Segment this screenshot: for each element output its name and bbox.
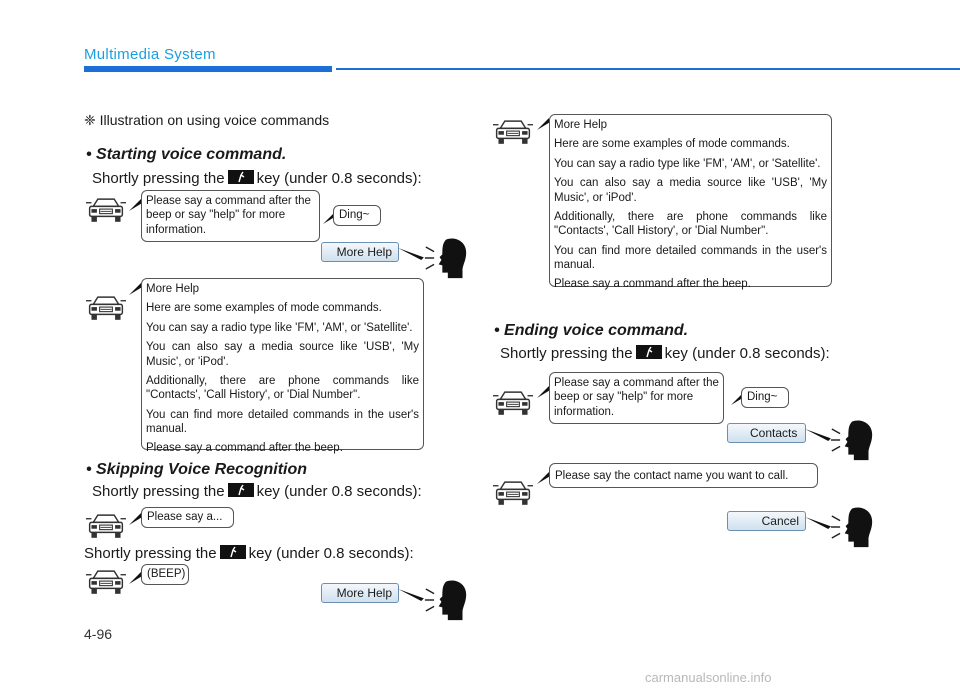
help-line: You can also say a media source like 'USB', 'My Music', or 'iPod'. [554,177,827,204]
press-post: key (under 0.8 seconds): [248,545,414,562]
prompt-bubble: Please say a command after the beep or say "help" for more information. [549,372,724,424]
skipping-press-text-2 [84,545,414,562]
car-icon [493,118,533,146]
car-icon [86,568,126,596]
speech-tail-icon [398,248,424,260]
help-line: You can find more detailed commands in the user's manual. [554,244,827,271]
watermark: carmanualsonline.info [645,670,772,685]
press-pre: Shortly pressing the [500,345,633,362]
help-bubble [141,278,424,455]
help-line: You can also say a media source like 'USB', 'My Music', or 'iPod'. [146,341,419,368]
car-icon [86,196,126,224]
help-line: You can say a radio type like 'FM', 'AM', or 'Satellite'. [146,321,413,334]
help-line: Here are some examples of mode commands. [554,138,790,151]
help-line: Here are some examples of mode commands. [146,302,382,315]
help-line: Additionally, there are phone commands like "Contacts', 'Call History', or 'Dial Number". [554,210,827,238]
help-line: More Help [554,119,608,131]
speaker-head-icon [830,418,874,462]
help-line: Please say a command after the beep. [554,278,751,291]
car-icon [493,479,533,507]
page-number: 4-96 [84,626,113,642]
ending-press-text [500,345,830,362]
illustration-caption: ❈ Illustration on using voice commands [84,112,330,128]
press-pre: Shortly pressing the [92,170,225,187]
press-post: key (under 0.8 seconds): [256,170,422,187]
user-command-more-help: More Help [321,583,399,603]
prompt-bubble-short: Please say a... [141,507,234,528]
header-rule-thin [336,68,960,70]
speech-tail-icon [805,429,831,441]
bubble-pointer-icon [731,395,741,405]
help-line: Please say a command after the beep. [146,442,343,455]
help-line: More Help [146,283,200,295]
voice-key-icon [228,483,254,497]
section-title: Multimedia System [84,46,216,63]
bubble-pointer-icon [537,386,549,398]
car-icon [493,389,533,417]
speaker-head-icon [830,505,874,549]
voice-key-icon [220,545,246,559]
help-bubble-right [549,114,832,291]
starting-press-text [92,170,422,187]
help-line: You can find more detailed commands in the user's manual. [146,408,419,435]
ding-bubble: Ding~ [333,205,381,226]
ending-heading: • Ending voice command. [494,322,689,339]
press-pre: Shortly pressing the [84,545,217,562]
press-pre: Shortly pressing the [92,483,225,500]
header-rule-thick [84,66,332,72]
bubble-pointer-icon [129,199,141,211]
bubble-pointer-icon [129,513,141,525]
starting-heading: • Starting voice command. [86,146,287,163]
bubble-pointer-icon [323,214,333,224]
beep-bubble: (BEEP) [141,564,189,585]
speech-tail-icon [398,589,424,601]
bubble-pointer-icon [129,572,141,584]
bubble-pointer-icon [129,283,141,295]
prompt-bubble: Please say a command after the beep or say "help" for more information. [141,190,320,242]
speaker-head-icon [424,236,468,280]
user-command-more-help: More Help [321,242,399,262]
press-post: key (under 0.8 seconds): [256,483,422,500]
skipping-heading: • Skipping Voice Recognition [86,461,308,478]
help-line: You can say a radio type like 'FM', 'AM', or 'Satellite'. [554,157,821,170]
bubble-pointer-icon [537,472,549,484]
voice-key-icon [636,345,662,359]
voice-key-icon [228,170,254,184]
user-command-cancel: Cancel [727,511,806,531]
user-command-contacts: Contacts [727,423,806,443]
car-icon [86,294,126,322]
skipping-press-text [92,483,422,500]
car-icon [86,512,126,540]
contact-prompt-bubble: Please say the contact name you want to call. [549,463,818,488]
bubble-pointer-icon [537,118,549,130]
speech-tail-icon [805,517,831,529]
speaker-head-icon [424,578,468,622]
press-post: key (under 0.8 seconds): [664,345,830,362]
help-line: Additionally, there are phone commands like "Contacts', 'Call History', or 'Dial Number". [146,374,419,402]
ding-bubble: Ding~ [741,387,789,408]
